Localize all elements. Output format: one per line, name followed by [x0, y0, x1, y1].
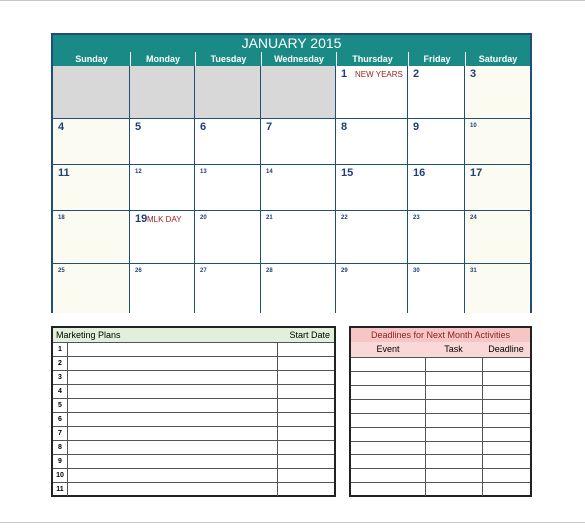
day-number: 23 — [413, 215, 420, 221]
column-divider — [425, 455, 426, 468]
day-number: 19 — [135, 213, 148, 225]
day-number: 28 — [266, 268, 273, 274]
calendar-day-cell[interactable] — [130, 264, 195, 313]
deadlines-column-headers — [351, 342, 530, 358]
column-divider — [482, 469, 483, 482]
day-number: 13 — [200, 169, 207, 175]
calendar-day-cell[interactable] — [261, 119, 336, 165]
column-divider — [277, 399, 278, 412]
marketing-plan-row[interactable] — [53, 455, 334, 469]
day-number: 2 — [413, 68, 420, 80]
day-header-thursday: Thursday — [336, 52, 408, 66]
day-header-saturday: Saturday — [465, 52, 530, 66]
column-divider — [277, 483, 278, 496]
column-divider — [277, 343, 278, 356]
day-number: 18 — [58, 215, 65, 221]
calendar-day-cell[interactable] — [130, 165, 195, 211]
calendar-empty-cell[interactable] — [130, 66, 195, 119]
deadlines-table — [349, 326, 532, 497]
deadline-row[interactable] — [351, 483, 530, 497]
calendar-day-cell[interactable] — [195, 264, 261, 313]
marketing-plan-row[interactable] — [53, 427, 334, 441]
calendar-day-cell[interactable] — [261, 211, 336, 264]
marketing-plan-row[interactable] — [53, 413, 334, 427]
day-number: 22 — [341, 215, 348, 221]
monthly-calendar — [51, 33, 532, 313]
day-number: 21 — [266, 215, 273, 221]
calendar-day-cell[interactable] — [53, 165, 130, 211]
day-number: 3 — [470, 68, 477, 80]
calendar-empty-cell[interactable] — [261, 66, 336, 119]
column-divider — [425, 400, 426, 413]
deadline-row[interactable] — [351, 414, 530, 428]
column-divider — [482, 428, 483, 441]
calendar-day-cell[interactable] — [465, 165, 530, 211]
calendar-day-cell[interactable] — [336, 211, 408, 264]
deadline-row[interactable] — [351, 400, 530, 414]
column-divider — [425, 358, 426, 371]
day-number: 5 — [135, 121, 142, 133]
marketing-plan-row[interactable] — [53, 441, 334, 455]
day-number: 15 — [341, 167, 354, 179]
bottom-divider — [0, 522, 585, 523]
calendar-day-cell[interactable] — [408, 264, 465, 313]
column-divider — [277, 413, 278, 426]
day-number: 29 — [341, 268, 348, 274]
day-number: 16 — [413, 167, 426, 179]
column-divider — [425, 386, 426, 399]
calendar-day-cell[interactable] — [336, 119, 408, 165]
marketing-plan-row[interactable] — [53, 483, 334, 497]
day-header-friday: Friday — [408, 52, 465, 66]
day-number: 25 — [58, 268, 65, 274]
calendar-day-cell[interactable] — [130, 119, 195, 165]
day-number: 1 — [341, 68, 348, 80]
marketing-plans-title: Marketing Plans — [56, 330, 121, 340]
day-number: 31 — [470, 268, 477, 274]
holiday-label: NEW YEARS — [355, 70, 403, 79]
row-number: 2 — [53, 357, 68, 370]
column-divider — [277, 469, 278, 482]
calendar-day-cell[interactable] — [336, 264, 408, 313]
day-number: 11 — [58, 167, 70, 179]
day-number: 7 — [266, 121, 273, 133]
row-number: 10 — [53, 469, 68, 482]
calendar-day-cell[interactable] — [408, 211, 465, 264]
row-number: 1 — [53, 343, 68, 356]
deadline-row[interactable] — [351, 386, 530, 400]
deadline-row[interactable] — [351, 428, 530, 442]
deadline-row[interactable] — [351, 358, 530, 372]
marketing-plans-header — [53, 328, 334, 343]
calendar-day-cell[interactable] — [336, 66, 408, 119]
deadline-row[interactable] — [351, 372, 530, 386]
calendar-empty-cell[interactable] — [195, 66, 261, 119]
column-divider — [277, 427, 278, 440]
row-number: 3 — [53, 371, 68, 384]
column-divider — [482, 400, 483, 413]
top-divider — [0, 0, 585, 1]
day-header-tuesday: Tuesday — [195, 52, 261, 66]
row-number: 7 — [53, 427, 68, 440]
column-divider — [482, 441, 483, 454]
day-number: 8 — [341, 121, 348, 133]
day-number: 4 — [58, 121, 65, 133]
column-divider — [277, 371, 278, 384]
column-divider — [482, 358, 483, 371]
column-divider — [277, 441, 278, 454]
day-number: 26 — [135, 268, 142, 274]
day-number: 10 — [470, 123, 477, 129]
calendar-day-cell[interactable] — [465, 119, 530, 165]
day-header-wednesday: Wednesday — [261, 52, 336, 66]
row-number: 5 — [53, 399, 68, 412]
calendar-day-cell[interactable] — [465, 211, 530, 264]
marketing-plan-row[interactable] — [53, 371, 334, 385]
deadline-row[interactable] — [351, 455, 530, 469]
column-divider — [482, 386, 483, 399]
deadline-row[interactable] — [351, 441, 530, 455]
calendar-day-cell[interactable] — [408, 119, 465, 165]
marketing-plan-row[interactable] — [53, 399, 334, 413]
day-number: 12 — [135, 169, 142, 175]
day-header-sunday: Sunday — [75, 54, 108, 64]
marketing-plan-row[interactable] — [53, 343, 334, 357]
marketing-plan-row[interactable] — [53, 385, 334, 399]
day-header-row — [53, 52, 530, 66]
column-divider — [482, 455, 483, 468]
column-divider — [277, 455, 278, 468]
day-number: 17 — [470, 167, 483, 179]
column-divider — [425, 428, 426, 441]
holiday-label: MLK DAY — [147, 215, 182, 224]
column-divider — [425, 441, 426, 454]
calendar-day-cell[interactable] — [336, 165, 408, 211]
row-number: 4 — [53, 385, 68, 398]
day-number: 6 — [200, 121, 207, 133]
column-divider — [425, 414, 426, 427]
row-number: 6 — [53, 413, 68, 426]
start-date-header: Start Date — [289, 330, 330, 340]
column-divider — [425, 372, 426, 385]
calendar-day-cell[interactable] — [53, 119, 130, 165]
day-number: 9 — [413, 121, 420, 133]
calendar-day-cell[interactable] — [195, 211, 261, 264]
column-divider — [425, 483, 426, 496]
day-number: 30 — [413, 268, 420, 274]
deadline-column-task: Task — [444, 344, 463, 354]
day-number: 20 — [200, 215, 207, 221]
calendar-day-cell[interactable] — [261, 165, 336, 211]
deadline-row[interactable] — [351, 469, 530, 483]
deadlines-title: Deadlines for Next Month Activities — [351, 328, 530, 343]
marketing-plans-table — [51, 326, 336, 497]
deadline-column-deadline: Deadline — [488, 344, 524, 354]
column-divider — [482, 414, 483, 427]
row-number: 11 — [53, 483, 68, 496]
row-number: 9 — [53, 455, 68, 468]
column-divider — [425, 469, 426, 482]
calendar-day-cell[interactable] — [53, 211, 130, 264]
calendar-day-cell[interactable] — [465, 66, 530, 119]
calendar-day-cell[interactable] — [465, 264, 530, 313]
calendar-day-cell[interactable] — [130, 211, 195, 264]
marketing-plan-row[interactable] — [53, 469, 334, 483]
day-number: 27 — [200, 268, 207, 274]
calendar-empty-cell[interactable] — [53, 66, 130, 119]
calendar-title: JANUARY 2015 — [53, 35, 530, 52]
deadline-column-event: Event — [376, 344, 400, 354]
row-number: 8 — [53, 441, 68, 454]
calendar-day-cell[interactable] — [195, 165, 261, 211]
column-divider — [482, 372, 483, 385]
column-divider — [277, 385, 278, 398]
calendar-day-cell[interactable] — [195, 119, 261, 165]
day-header-monday: Monday — [130, 52, 195, 66]
calendar-day-cell[interactable] — [408, 165, 465, 211]
column-divider — [277, 357, 278, 370]
calendar-day-cell[interactable] — [53, 264, 130, 313]
day-number: 24 — [470, 215, 477, 221]
day-number: 14 — [266, 169, 273, 175]
marketing-plan-row[interactable] — [53, 357, 334, 371]
calendar-day-cell[interactable] — [261, 264, 336, 313]
column-divider — [482, 483, 483, 496]
calendar-day-cell[interactable] — [408, 66, 465, 119]
